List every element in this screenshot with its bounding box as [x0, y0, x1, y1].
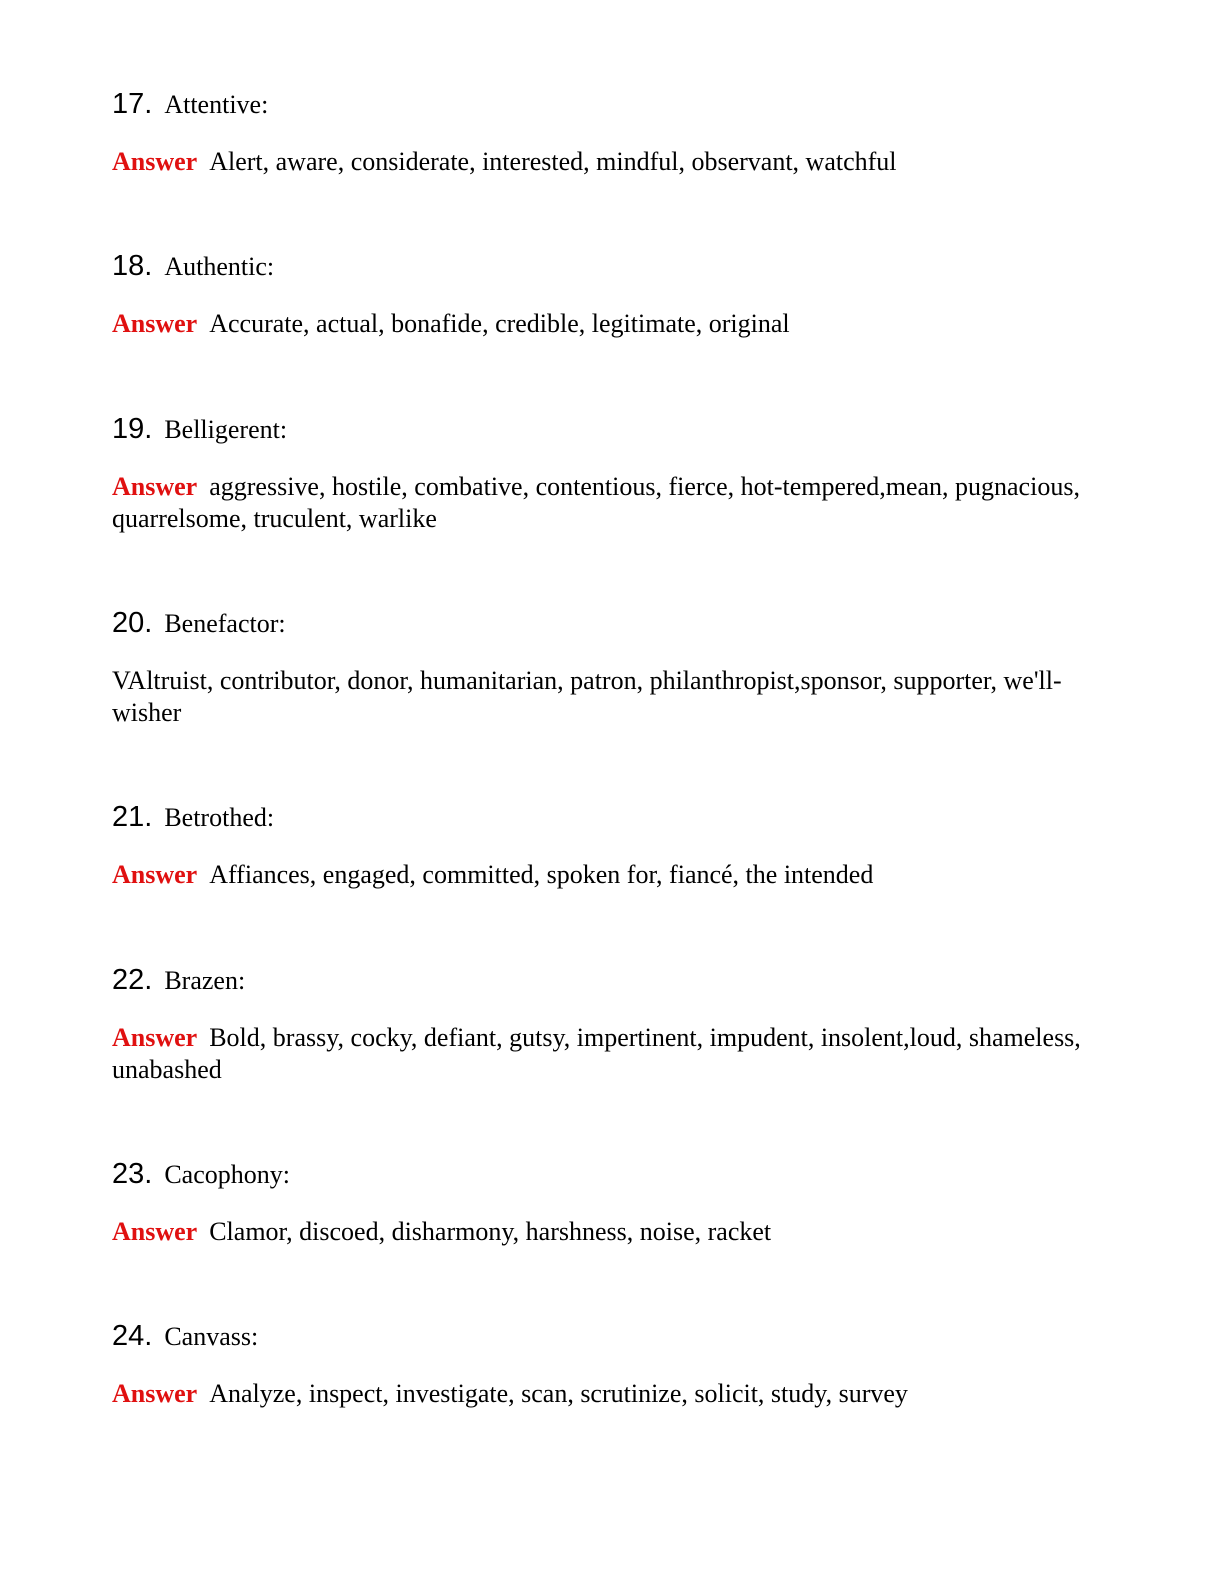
question-number: 19.: [112, 413, 153, 445]
answer-text: Clamor, discoed, disharmony, harshness, noise, racket: [209, 1217, 772, 1246]
question-line: [112, 250, 274, 290]
question-number: 20.: [112, 607, 153, 639]
question-line: [112, 1158, 290, 1198]
answer-label: Answer: [112, 472, 198, 501]
question-number: 18.: [112, 250, 153, 282]
answer-line: [112, 471, 1092, 535]
question-line: [112, 801, 274, 841]
question-number: 23.: [112, 1158, 153, 1190]
answer-line: [112, 1216, 1092, 1248]
question-word: Authentic:: [164, 252, 275, 281]
question-word: Cacophony:: [164, 1160, 290, 1189]
answer-label: Answer: [112, 1217, 198, 1246]
question-word: Benefactor:: [164, 609, 286, 638]
answer-label: Answer: [112, 309, 198, 338]
answer-label: Answer: [112, 1023, 198, 1052]
answer-label: Answer: [112, 147, 198, 176]
answer-text: Analyze, inspect, investigate, scan, scrutinize, solicit, study, survey: [209, 1379, 908, 1408]
answer-text: aggressive, hostile, combative, contentious, fierce, hot-tempered,mean, pugnacious, quarrelsome, truculent, warlike: [112, 472, 1080, 533]
question-word: Canvass:: [164, 1322, 259, 1351]
question-line: [112, 413, 287, 453]
question-number: 24.: [112, 1320, 153, 1352]
answer-line: [112, 1022, 1092, 1086]
question-line: [112, 964, 245, 1004]
question-number: 21.: [112, 801, 153, 833]
question-line: [112, 1320, 258, 1360]
answer-text: VAltruist, contributor, donor, humanitarian, patron, philanthropist,sponsor, supporter, we'll-wisher: [112, 666, 1062, 727]
question-line: [112, 607, 286, 647]
answer-label: Answer: [112, 860, 198, 889]
answer-line: [112, 665, 1092, 729]
answer-text: Bold, brassy, cocky, defiant, gutsy, impertinent, impudent, insolent,loud, shameless, unabashed: [112, 1023, 1081, 1084]
question-word: Attentive:: [164, 90, 269, 119]
question-word: Betrothed:: [164, 803, 275, 832]
answer-text: Affiances, engaged, committed, spoken for, fiancé, the intended: [209, 860, 874, 889]
answer-line: [112, 1378, 1092, 1410]
answer-text: Alert, aware, considerate, interested, mindful, observant, watchful: [209, 147, 897, 176]
question-number: 22.: [112, 964, 153, 996]
answer-label: Answer: [112, 1379, 198, 1408]
question-word: Belligerent:: [164, 415, 288, 444]
answer-line: [112, 308, 1092, 340]
question-line: [112, 88, 268, 128]
answer-line: [112, 859, 1092, 891]
answer-line: [112, 146, 1092, 178]
question-word: Brazen:: [164, 966, 246, 995]
question-number: 17.: [112, 88, 153, 120]
answer-text: Accurate, actual, bonafide, credible, legitimate, original: [209, 309, 790, 338]
